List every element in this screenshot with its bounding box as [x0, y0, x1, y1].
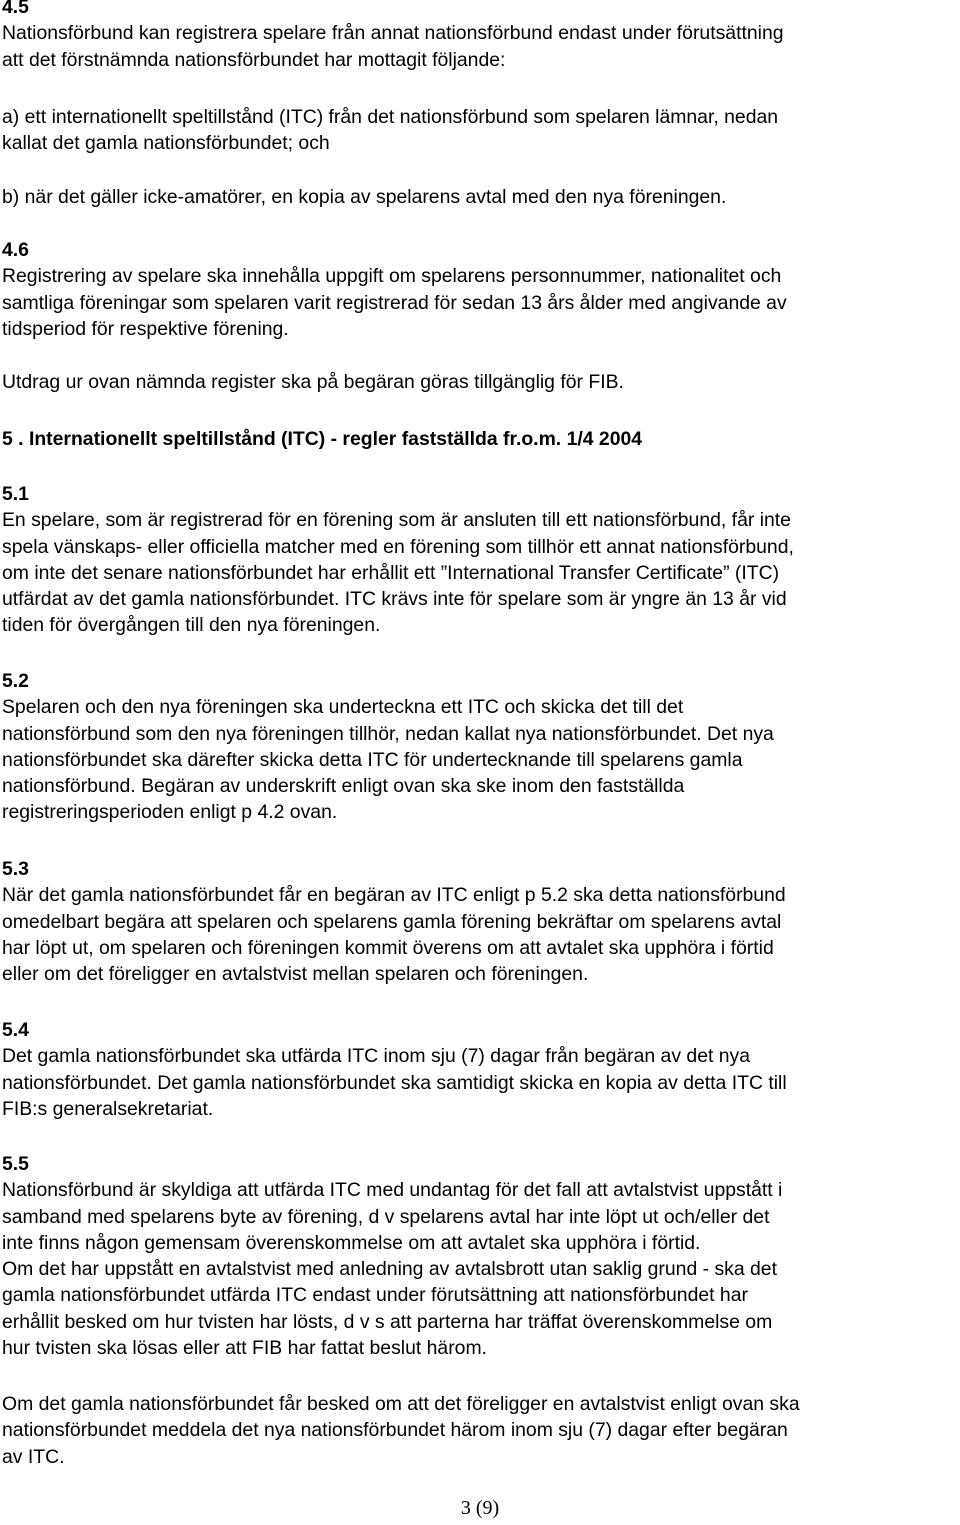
- section-number: 4.6: [2, 239, 29, 261]
- paragraph-line: När det gamla nationsförbundet får en begäran av ITC enligt p 5.2 ska detta nationsförbund: [2, 884, 786, 907]
- paragraph-line: Registrering av spelare ska innehålla uppgift om spelarens personnummer, nationalitet och: [2, 265, 782, 288]
- paragraph-line: a) ett internationellt speltillstånd (ITC) från det nationsförbund som spelaren lämnar, nedan: [2, 106, 779, 128]
- paragraph-line: registreringsperioden enligt p 4.2 ovan.: [2, 801, 338, 824]
- section-4-5-item-a: [2, 104, 952, 157]
- paragraph-line: nationsförbund. Begäran av underskrift enligt ovan ska ske inom den fastställda: [2, 775, 685, 798]
- paragraph-line: av ITC.: [2, 1445, 65, 1468]
- paragraph-line: kallat det gamla nationsförbundet; och: [2, 132, 330, 155]
- paragraph-line: Nationsförbund kan registrera spelare från annat nationsförbund endast under förutsättning: [2, 22, 784, 45]
- page-number: 3 (9): [460, 1497, 500, 1519]
- paragraph-line: gamla nationsförbundet utfärda ITC endast under förutsättning att nationsförbundet har: [2, 1284, 748, 1307]
- section-5-1: [2, 481, 952, 639]
- section-number: 5.4: [2, 1019, 29, 1041]
- paragraph-line: erhållit besked om hur tvisten har lösts, d v s att parterna har träffat överenskommelse om: [2, 1310, 773, 1333]
- paragraph-line: Det gamla nationsförbundet ska utfärda ITC inom sju (7) dagar från begäran av det nya: [2, 1045, 751, 1068]
- paragraph-line: nationsförbund som den nya föreningen tillhör, nedan kallat nya nationsförbundet. Det nya: [2, 722, 774, 745]
- section-4-6-extract: [2, 369, 952, 395]
- paragraph-line: nationsförbundet. Det gamla nationsförbundet ska samtidigt skicka en kopia av detta ITC till: [2, 1071, 787, 1094]
- section-4-5: [2, 0, 952, 73]
- paragraph-line: att det förstnämnda nationsförbundet har mottagit följande:: [2, 48, 506, 71]
- paragraph-line: tidsperiod för respektive förening.: [2, 317, 289, 340]
- paragraph-line: eller om det föreligger en avtalstvist mellan spelaren och föreningen.: [2, 963, 589, 986]
- paragraph-line: spela vänskaps- eller officiella matcher med en förening som tillhör ett annat nationsförbund,: [2, 535, 794, 558]
- paragraph-line: tiden för övergången till den nya föreningen.: [2, 614, 381, 637]
- paragraph-line: En spelare, som är registrerad för en förening som är ansluten till ett nationsförbund, får inte: [2, 509, 791, 532]
- paragraph-line: samband med spelarens byte av förening, d v spelarens avtal har inte löpt ut och/eller det: [2, 1205, 770, 1228]
- paragraph-line: hur tvisten ska lösas eller att FIB har fattat beslut härom.: [2, 1337, 487, 1360]
- paragraph-line: Nationsförbund är skyldiga att utfärda ITC med undantag för det fall att avtalstvist uppstått i: [2, 1179, 783, 1202]
- paragraph-line: om inte det senare nationsförbundet har erhållit ett ”International Transfer Certificate” (ITC): [2, 561, 780, 584]
- paragraph-line: omedelbart begära att spelaren och spelarens gamla förening bekräftar om spelarens avtal: [2, 910, 782, 933]
- section-5-3: [2, 856, 952, 987]
- paragraph-line: nationsförbundet meddela det nya nationsförbundet härom inom sju (7) dagar efter begäran: [2, 1419, 788, 1442]
- section-4-6: [2, 237, 952, 342]
- paragraph-line: Om det har uppstått en avtalstvist med anledning av avtalsbrott utan saklig grund - ska det: [2, 1258, 777, 1281]
- paragraph-line: Om det gamla nationsförbundet får besked om att det föreligger en avtalstvist enligt ovan ska: [2, 1393, 800, 1415]
- paragraph-line: Utdrag ur ovan nämnda register ska på begäran göras tillgänglig för FIB.: [2, 371, 624, 393]
- section-number: 5.2: [2, 670, 29, 692]
- section-number: 5.3: [2, 858, 29, 880]
- section-number: 5.5: [2, 1153, 29, 1175]
- paragraph-line: Spelaren och den nya föreningen ska underteckna ett ITC och skicka det till det: [2, 696, 684, 719]
- paragraph-line: samtliga föreningar som spelaren varit registrerad för sedan 13 års ålder med angivande av: [2, 291, 787, 314]
- paragraph-line: har löpt ut, om spelaren och föreningen kommit överens om att avtalet ska upphöra i förtid: [2, 936, 774, 959]
- paragraph-line: FIB:s generalsekretariat.: [2, 1097, 214, 1120]
- section-number: 5.1: [2, 483, 29, 505]
- section-5-heading: 5 . Internationellt speltillstånd (ITC) - regler fastställda fr.o.m. 1/4 2004: [2, 428, 643, 450]
- section-5-5-continued: [2, 1391, 952, 1470]
- section-number: 4.5: [2, 0, 29, 18]
- section-5-2: [2, 668, 952, 826]
- section-5-5: [2, 1151, 952, 1361]
- paragraph-line: utfärdat av det gamla nationsförbundet. ITC krävs inte för spelare som är yngre än 13 år vid: [2, 588, 787, 611]
- paragraph-line: nationsförbundet ska därefter skicka detta ITC för undertecknande till spelarens gamla: [2, 748, 743, 771]
- section-4-5-item-b: [2, 184, 952, 210]
- section-5-4: [2, 1017, 952, 1122]
- paragraph-line: inte finns någon gemensam överenskommelse om att avtalet ska upphöra i förtid.: [2, 1231, 701, 1254]
- paragraph-line: b) när det gäller icke-amatörer, en kopia av spelarens avtal med den nya föreningen.: [2, 186, 727, 208]
